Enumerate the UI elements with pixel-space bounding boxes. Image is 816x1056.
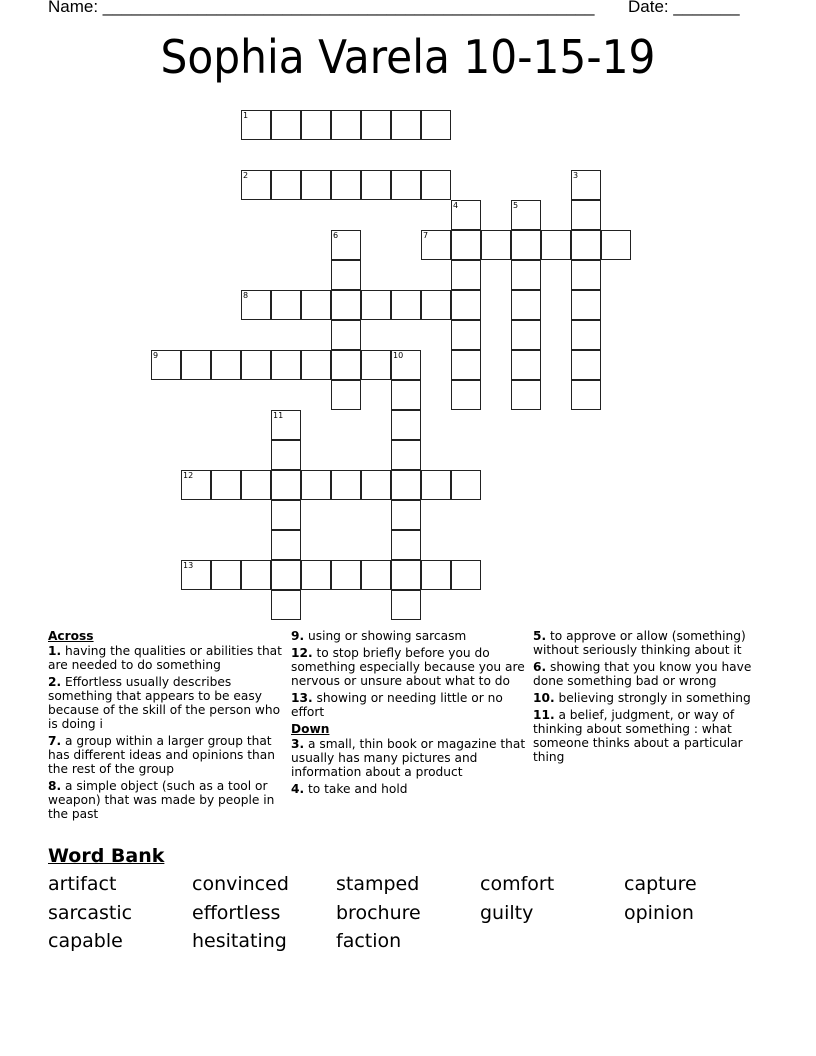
crossword-cell[interactable] <box>361 170 391 200</box>
clue-number: 12 <box>183 471 194 480</box>
crossword-cell[interactable] <box>271 560 301 590</box>
clue-across-8: 8. a simple object (such as a tool or weapon) that was made by people in the past <box>48 779 275 821</box>
crossword-cell[interactable] <box>331 350 361 380</box>
crossword-cell[interactable] <box>571 200 601 230</box>
crossword-cell[interactable] <box>451 290 481 320</box>
clue-across-13: 13. showing or needing little or no effort <box>291 691 503 719</box>
clue-down-4: 4. to take and hold <box>291 782 408 796</box>
crossword-cell[interactable] <box>271 170 301 200</box>
crossword-cell[interactable] <box>511 350 541 380</box>
crossword-cell[interactable] <box>451 560 481 590</box>
word-bank-item: guilty <box>480 901 534 924</box>
clue-down-6: 6. showing that you know you have done something bad or wrong <box>533 660 752 688</box>
crossword-cell[interactable] <box>331 470 361 500</box>
clue-across-2: 2. Effortless usually describes something that appears to be easy because of the skill of the person who is doing i <box>48 675 281 731</box>
crossword-cell[interactable] <box>451 380 481 410</box>
crossword-cell[interactable] <box>271 350 301 380</box>
crossword-cell[interactable] <box>391 470 421 500</box>
crossword-cell[interactable] <box>241 170 271 200</box>
crossword-cell[interactable] <box>301 170 331 200</box>
crossword-cell[interactable] <box>241 470 271 500</box>
crossword-cell[interactable] <box>571 260 601 290</box>
word-bank-item: comfort <box>480 873 555 895</box>
crossword-cell[interactable] <box>151 350 181 380</box>
crossword-cell[interactable] <box>271 530 301 560</box>
clue-number: 9 <box>153 351 159 360</box>
crossword-cell[interactable] <box>361 110 391 140</box>
crossword-cell[interactable] <box>181 350 211 380</box>
crossword-cell[interactable] <box>331 560 361 590</box>
crossword-cell[interactable] <box>271 470 301 500</box>
clue-number: 1 <box>243 111 249 120</box>
crossword-cell[interactable] <box>211 470 241 500</box>
word-bank-item: capable <box>48 930 123 952</box>
clue-across-7: 7. a group within a larger group that has different ideas and opinions than the rest of the group <box>48 734 275 776</box>
crossword-cell[interactable] <box>511 290 541 320</box>
crossword-cell[interactable] <box>391 440 421 470</box>
crossword-cell[interactable] <box>241 290 271 320</box>
crossword-cell[interactable] <box>271 110 301 140</box>
crossword-cell[interactable] <box>451 260 481 290</box>
crossword-cell[interactable] <box>331 110 361 140</box>
crossword-cell[interactable] <box>331 170 361 200</box>
crossword-cell[interactable] <box>271 440 301 470</box>
crossword-cell[interactable] <box>391 560 421 590</box>
crossword-cell[interactable] <box>421 170 451 200</box>
clue-across-9: 9. using or showing sarcasm <box>291 629 467 643</box>
clues-column-1 <box>48 629 286 824</box>
crossword-cell[interactable] <box>421 230 451 260</box>
crossword-cell[interactable] <box>301 350 331 380</box>
clue-number: 5 <box>513 201 519 210</box>
word-bank-list <box>48 870 768 956</box>
crossword-cell[interactable] <box>391 290 421 320</box>
crossword-cell[interactable] <box>421 560 451 590</box>
crossword-cell[interactable] <box>391 110 421 140</box>
crossword-cell[interactable] <box>361 560 391 590</box>
clue-across-12: 12. to stop briefly before you do something especially because you are nervous or unsure about what to do <box>291 646 525 688</box>
name-field-label: Name: ____________________________________________________ <box>48 0 595 16</box>
clue-number: 2 <box>243 171 249 180</box>
clue-number: 7 <box>423 231 429 240</box>
clue-number: 3 <box>573 171 579 180</box>
clue-number: 10 <box>393 351 404 360</box>
crossword-cell[interactable] <box>241 560 271 590</box>
crossword-cell[interactable] <box>391 590 421 620</box>
clue-across-1: 1. having the qualities or abilities that are needed to do something <box>48 644 282 672</box>
crossword-cell[interactable] <box>331 290 361 320</box>
clue-down-5: 5. to approve or allow (something) without seriously thinking about it <box>533 629 746 657</box>
word-bank-item: capture <box>624 873 697 895</box>
word-bank-item: opinion <box>624 901 694 924</box>
crossword-cell[interactable] <box>391 410 421 440</box>
word-bank-item: sarcastic <box>48 901 133 924</box>
down-heading: Down <box>291 722 330 736</box>
crossword-cell[interactable] <box>571 380 601 410</box>
crossword-cell[interactable] <box>301 560 331 590</box>
crossword-cell[interactable] <box>511 380 541 410</box>
crossword-cell[interactable] <box>391 380 421 410</box>
crossword-cell[interactable] <box>331 260 361 290</box>
crossword-cell[interactable] <box>271 410 301 440</box>
word-bank-item: faction <box>336 930 402 952</box>
crossword-cell[interactable] <box>541 230 571 260</box>
word-bank-item: effortless <box>192 901 281 924</box>
crossword-cell[interactable] <box>181 560 211 590</box>
word-bank-item: hesitating <box>192 930 287 952</box>
date-field-label: Date: _______ <box>628 0 740 16</box>
crossword-cell[interactable] <box>211 560 241 590</box>
crossword-cell[interactable] <box>211 350 241 380</box>
crossword-cell[interactable] <box>511 200 541 230</box>
word-bank-title: Word Bank <box>48 845 165 867</box>
crossword-cell[interactable] <box>421 290 451 320</box>
clue-number: 13 <box>183 561 194 570</box>
crossword-cell[interactable] <box>391 350 421 380</box>
crossword-cell[interactable] <box>451 320 481 350</box>
crossword-cell[interactable] <box>361 350 391 380</box>
word-bank-item: artifact <box>48 873 117 895</box>
crossword-cell[interactable] <box>301 110 331 140</box>
crossword-cell[interactable] <box>301 290 331 320</box>
crossword-cell[interactable] <box>271 500 301 530</box>
crossword-cell[interactable] <box>571 170 601 200</box>
crossword-cell[interactable] <box>571 290 601 320</box>
clue-number: 8 <box>243 291 249 300</box>
crossword-cell[interactable] <box>331 230 361 260</box>
clues-column-3 <box>533 629 771 767</box>
crossword-cell[interactable] <box>361 470 391 500</box>
word-bank-item: stamped <box>336 873 420 895</box>
crossword-cell[interactable] <box>331 380 361 410</box>
crossword-cell[interactable] <box>451 230 481 260</box>
clue-down-11: 11. a belief, judgment, or way of thinking about something : what someone thinks about a particular thing <box>533 708 743 764</box>
crossword-cell[interactable] <box>511 260 541 290</box>
crossword-cell[interactable] <box>271 590 301 620</box>
crossword-cell[interactable] <box>421 110 451 140</box>
clue-number: 6 <box>333 231 339 240</box>
crossword-cell[interactable] <box>301 470 331 500</box>
crossword-cell[interactable] <box>391 530 421 560</box>
clue-number: 4 <box>453 201 459 210</box>
crossword-cell[interactable] <box>241 110 271 140</box>
word-bank-item: brochure <box>336 901 421 924</box>
crossword-cell[interactable] <box>361 290 391 320</box>
clue-number: 11 <box>273 411 284 420</box>
crossword-cell[interactable] <box>571 320 601 350</box>
crossword-cell[interactable] <box>511 320 541 350</box>
crossword-cell[interactable] <box>181 470 211 500</box>
page-title: Sophia Varela 10-15-19 <box>160 30 656 84</box>
crossword-cell[interactable] <box>331 320 361 350</box>
crossword-cell[interactable] <box>451 350 481 380</box>
crossword-cell[interactable] <box>571 350 601 380</box>
crossword-cell[interactable] <box>271 290 301 320</box>
across-heading: Across <box>48 629 94 643</box>
clue-down-3: 3. a small, thin book or magazine that usually has many pictures and information about a product <box>291 737 526 779</box>
crossword-cell[interactable] <box>451 470 481 500</box>
crossword-cell[interactable] <box>601 230 631 260</box>
crossword-cell[interactable] <box>481 230 511 260</box>
crossword-cell[interactable] <box>241 350 271 380</box>
clue-down-10: 10. believing strongly in something <box>533 691 751 705</box>
word-bank-item: convinced <box>192 873 289 895</box>
crossword-cell[interactable] <box>571 230 601 260</box>
crossword-cell[interactable] <box>451 200 481 230</box>
crossword-cell[interactable] <box>391 500 421 530</box>
crossword-cell[interactable] <box>391 170 421 200</box>
word-bank <box>48 845 768 956</box>
crossword-cell[interactable] <box>421 470 451 500</box>
clues-column-2 <box>291 629 529 799</box>
crossword-cell[interactable] <box>511 230 541 260</box>
